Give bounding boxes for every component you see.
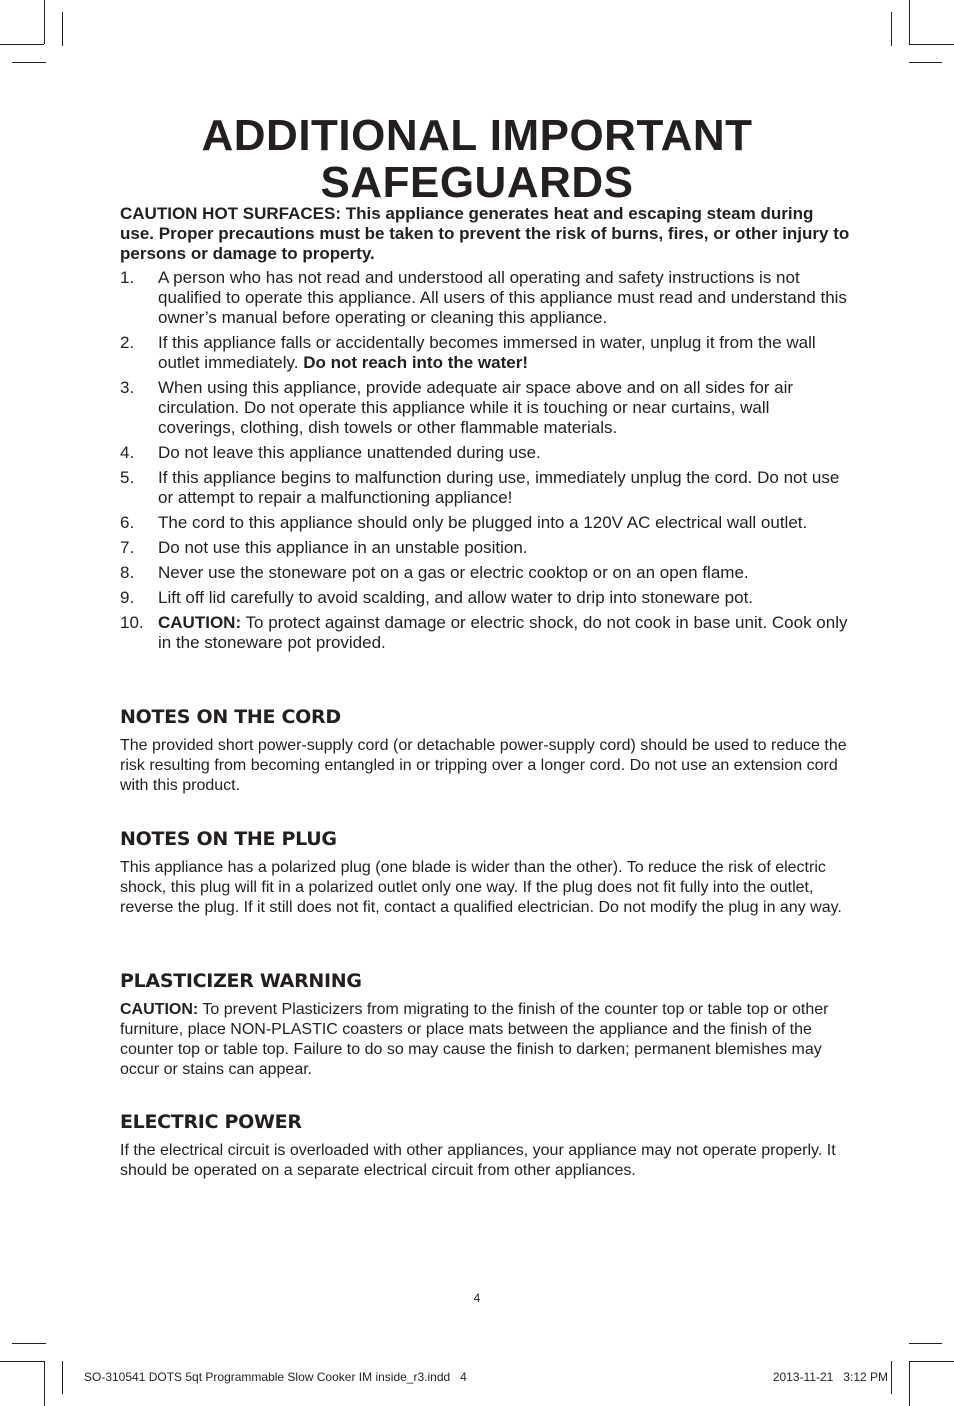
item-number: 7. [120, 538, 135, 557]
section-heading: NOTES ON THE CORD [120, 706, 341, 728]
section-electric-power [120, 1111, 850, 1181]
item-number: 5. [120, 468, 135, 487]
item-number: 4. [120, 443, 135, 462]
crop-mark [62, 1361, 63, 1394]
item-bold-lead: CAUTION: [158, 613, 242, 632]
section-body-text: To prevent Plasticizers from migrating to the finish of the counter top or table top or other furniture, place NON-PLASTIC coasters or place mats between the appliance and the finish of the counter top or table top. Failure to do so may cause the finish to darken; permanent blemishes may occur or stains can appear. [120, 1001, 829, 1078]
slug-filename: SO-310541 DOTS 5qt Programmable Slow Cooker IM inside_r3.indd 4 [84, 1370, 467, 1384]
item-number: 1. [120, 268, 135, 287]
crop-mark [909, 1361, 910, 1406]
crop-mark [0, 1361, 44, 1362]
crop-mark [909, 1361, 954, 1362]
item-text: Lift off lid carefully to avoid scalding, and allow water to drip into stoneware pot. [158, 588, 754, 607]
list-item [120, 538, 850, 558]
item-number: 3. [120, 378, 135, 397]
crop-mark [891, 1361, 892, 1394]
item-text: Do not use this appliance in an unstable position. [158, 538, 528, 557]
page-number: 4 [473, 1291, 481, 1305]
item-text: The cord to this appliance should only be plugged into a 120V AC electrical wall outlet. [158, 513, 808, 532]
item-text: Do not leave this appliance unattended during use. [158, 443, 541, 462]
list-item [120, 378, 850, 438]
section-body: The provided short power-supply cord (or detachable power-supply cord) should be used to reduce the risk resulting from becoming entangled in or tripping over a longer cord. Do not use an extension cord with this product. [120, 737, 847, 794]
list-item [120, 443, 850, 463]
crop-mark [891, 12, 892, 46]
section-heading: NOTES ON THE PLUG [120, 828, 337, 850]
item-number: 6. [120, 513, 135, 532]
section-plasticizer [120, 970, 850, 1080]
section-cord [120, 706, 850, 796]
caution-hot-surfaces: CAUTION HOT SURFACES: This appliance generates heat and escaping steam during use. Proper precautions must be taken to prevent the risk of burns, fires, or other injury to persons or damage to property. [120, 204, 850, 263]
crop-mark [909, 44, 954, 45]
crop-mark [12, 1343, 46, 1344]
item-text: If this appliance begins to malfunction during use, immediately unplug the cord. Do not use or attempt to repair a malfunctioning appliance! [158, 468, 840, 507]
item-text: A person who has not read and understood all operating and safety instructions is not qualified to operate this appliance. All users of this appliance must read and understand this owner’s manual before operating or cleaning this appliance. [158, 268, 847, 327]
item-number: 8. [120, 563, 135, 582]
crop-mark [44, 0, 45, 44]
item-number: 9. [120, 588, 135, 607]
section-plug [120, 828, 850, 918]
section-body [120, 1000, 850, 1080]
section-body: If the electrical circuit is overloaded with other appliances, your appliance may not operate properly. It should be operated on a separate electrical circuit from other appliances. [120, 1142, 836, 1179]
crop-mark [0, 44, 44, 45]
title-line-1: ADDITIONAL IMPORTANT [201, 111, 753, 160]
crop-mark [909, 0, 910, 44]
item-text: When using this appliance, provide adequate air space above and on all sides for air circulation. Do not operate this appliance while it is touching or near curtains, wall coverings, clothing, dish towels or other flammable materials. [158, 378, 794, 437]
crop-mark [909, 1343, 942, 1344]
item-text: Never use the stoneware pot on a gas or electric cooktop or on an open flame. [158, 563, 749, 582]
section-body: This appliance has a polarized plug (one blade is wider than the other). To reduce the risk of electric shock, this plug will fit in a polarized outlet only one way. If the plug does not fit fully into the outlet, reverse the plug. If it still does not fit, contact a qualified electrician. Do not modify the plug in any way. [120, 859, 842, 916]
slug-timestamp: 2013-11-21 3:12 PM [772, 1370, 888, 1384]
title-line-2: SAFEGUARDS [320, 158, 634, 207]
caution-lead: CAUTION: [120, 1001, 199, 1018]
safeguards-list [120, 268, 850, 658]
item-bold-text: Do not reach into the water! [303, 353, 528, 372]
list-item [120, 268, 850, 328]
page-title [0, 112, 954, 206]
list-item [120, 563, 850, 583]
crop-mark [12, 62, 46, 63]
list-item [120, 613, 850, 653]
item-number: 2. [120, 333, 135, 352]
list-item [120, 513, 850, 533]
item-text: To protect against damage or electric shock, do not cook in base unit. Cook only in the stoneware pot provided. [158, 613, 848, 652]
list-item [120, 588, 850, 608]
crop-mark [909, 62, 942, 63]
crop-mark [62, 12, 63, 46]
list-item [120, 468, 850, 508]
section-heading: PLASTICIZER WARNING [120, 970, 362, 992]
section-heading: ELECTRIC POWER [120, 1111, 302, 1133]
item-number: 10. [120, 613, 144, 632]
item-text: If this appliance falls or accidentally becomes immersed in water, unplug it from the wall outlet immediately. [158, 333, 816, 372]
list-item [120, 333, 850, 373]
crop-mark [44, 1361, 45, 1406]
